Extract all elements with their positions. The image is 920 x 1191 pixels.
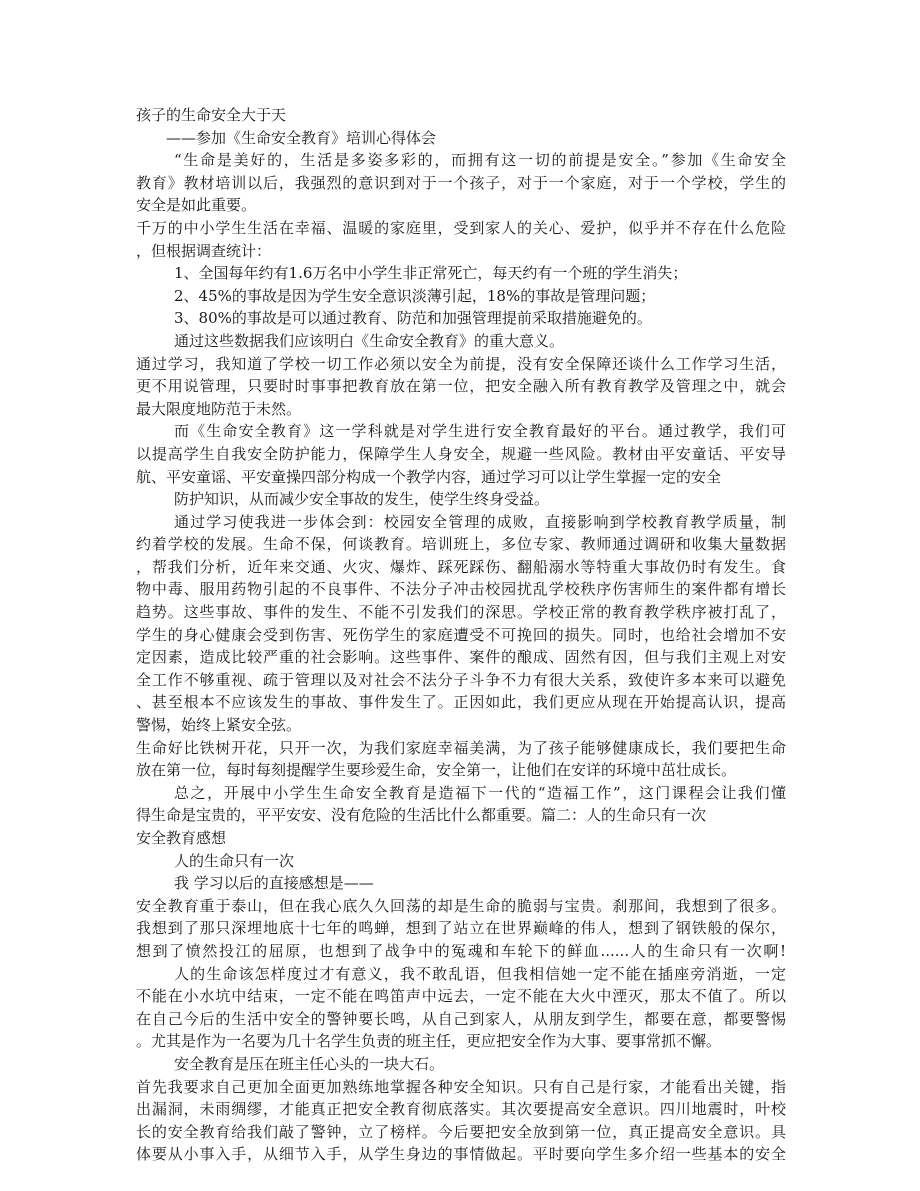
text-line: 通过这些数据我们应该明白《生命安全教育》的重大意义。: [174, 331, 565, 350]
text-line: 学生的身心健康会受到伤害、死伤学生的家庭遭受不可挽回的损失。同时，也给社会增加不安: [136, 625, 786, 644]
text-line: 警惕，始终上紧安全弦。: [136, 716, 302, 735]
text-line: 防护知识，从而减少安全事故的发生，使学生终身受益。: [174, 490, 550, 509]
text-line: 约着学校的发展。生命不保，何谈教育。培训班上，多位专家、教师通过调研和收集大量数据: [136, 535, 786, 554]
text-line: 3、80%的事故是可以通过教育、防范和加强管理提前采取措施避免的。: [174, 309, 652, 328]
document-body: [136, 104, 786, 1166]
text-line: 出漏洞，未雨绸缪，才能真正把安全教育彻底落实。其次要提高安全意识。四川地震时，叶校: [136, 1100, 786, 1119]
text-line: “生命是美好的，生活是多姿多彩的，而拥有这一切的前提是安全。”参加《生命安全: [174, 151, 786, 170]
text-line: 在自己今后的生活中安全的警钟要长鸣，从自己到家人，从朋友到学生，都要在意，都要警惕: [136, 1009, 786, 1028]
text-line: 我想到了那只深埋地底十七年的鸣蝉，想到了站立在世界巅峰的伟人，想到了钢铁般的保尔，: [136, 919, 786, 938]
text-line: 想到了愤然投江的屈原，也想到了战争中的冤魂和车轮下的鲜血......人的生命只有一次啊!: [136, 941, 786, 960]
text-line: 航、平安童谣、平安童操四部分构成一个教学内容，通过学习可以让学生掌握一定的安全: [136, 467, 722, 486]
text-line: 趋势。这些事故、事件的发生、不能不引发我们的深思。学校正常的教育教学秩序被打乱了，: [136, 603, 786, 622]
text-line: 人的生命该怎样度过才有意义，我不敢乱语，但我相信她一定不能在插座旁消逝，一定: [174, 964, 786, 983]
text-line: 千万的中小学生生活在幸福、温暖的家庭里，受到家人的关心、爱护，似乎并不存在什么危险: [136, 218, 786, 237]
text-line: 放在第一位，每时每刻提醒学生要珍爱生命，安全第一，让他们在安详的环境中茁壮成长。: [136, 761, 737, 780]
text-line: 安全是如此重要。: [136, 196, 257, 215]
text-line: 而《生命安全教育》这一学科就是对学生进行安全教育最好的平台。通过教学，我们可: [174, 422, 786, 441]
text-line: 体要从小事入手，从细节入手，从学生身边的事情做起。平时要向学生多介绍一些基本的安全: [136, 1145, 786, 1164]
text-line: 不能在小水坑中结束，一定不能在鸣笛声中远去，一定不能在大火中湮灭，那太不值了。所以: [136, 987, 786, 1006]
text-line: 以提高学生自我安全防护能力，保障学生人身安全，规避一些风险。教材由平安童话、平安导: [136, 444, 786, 463]
document-subtitle: ——参加《生命安全教育》培训心得体会: [166, 128, 437, 147]
text-line: 定因素，造成比较严重的社会影响。这些事件、案件的酿成、固然有因，但与我们主观上对安: [136, 648, 786, 667]
text-line: 全工作不够重视、疏于管理以及对社会不法分子斗争不力有很大关系，致使许多本来可以避免: [136, 670, 786, 689]
text-line: 。尤其是作为一名要为几十名学生负责的班主任，更应把安全作为大事、要事常抓不懈。: [136, 1032, 722, 1051]
text-line: ，帮我们分析，近年来交通、火灾、爆炸、踩死踩伤、翻船溺水等特重大事故仍时有发生。食: [136, 557, 786, 576]
text-line: 安全教育感想: [136, 829, 227, 847]
text-line: 物中毒、服用药物引起的不良事件、不法分子冲击校园扰乱学校秩序伤害师生的案件都有增长: [136, 580, 786, 599]
text-line: 我 学习以后的直接感想是——: [174, 874, 374, 893]
text-line: 首先我要求自己更加全面更加熟练地掌握各种安全知识。只有自己是行家，才能看出关键，指: [136, 1077, 786, 1096]
text-line: ，但根据调查统计：: [136, 241, 272, 260]
text-line: 生命好比铁树开花，只开一次，为我们家庭幸福美满，为了孩子能够健康成长，我们要把生命: [136, 738, 786, 757]
text-line: 更不用说管理，只要时时事事把教育放在第一位，把安全融入所有教育教学及管理之中，就会: [136, 377, 786, 396]
text-line: 长的安全教育给我们敲了警钟，立了榜样。今后要把安全放到第一位，真正提高安全意识。具: [136, 1122, 786, 1141]
text-line: 、甚至根本不应该发生的事故、事件发生了。正因如此，我们更应从现在开始提高认识，提高: [136, 693, 786, 712]
text-line: 总之，开展中小学生生命安全教育是造福下一代的“造福工作”，这门课程会让我们懂: [174, 783, 786, 802]
text-line: 得生命是宝贵的，平平安安、没有危险的生活比什么都重要。篇二：人的生命只有一次: [136, 806, 707, 825]
text-line: 安全教育是压在班主任心头的一块大石。: [174, 1054, 445, 1073]
text-line: 通过学习，我知道了学校一切工作必须以安全为前提，没有安全保障还谈什么工作学习生活，: [136, 354, 786, 373]
text-line: 人的生命只有一次: [174, 851, 295, 870]
text-line: 通过学习使我进一步体会到：校园安全管理的成败，直接影响到学校教育教学质量，制: [174, 512, 786, 531]
text-line: 安全教育重于泰山，但在我心底久久回荡的却是生命的脆弱与宝贵。刹那间，我想到了很多。: [136, 896, 786, 915]
text-line: 1、全国每年约有1.6万名中小学生非正常死亡，每天约有一个班的学生消失；: [174, 264, 688, 283]
text-line: 最大限度地防范于未然。: [136, 399, 302, 418]
text-line: 2、45%的事故是因为学生安全意识淡薄引起，18%的事故是管理问题；: [174, 286, 656, 305]
document-title: 孩子的生命安全大于天: [136, 106, 287, 124]
text-line: 教育》教材培训以后，我强烈的意识到对于一个孩子，对于一个家庭，对于一个学校，学生的: [136, 173, 786, 192]
